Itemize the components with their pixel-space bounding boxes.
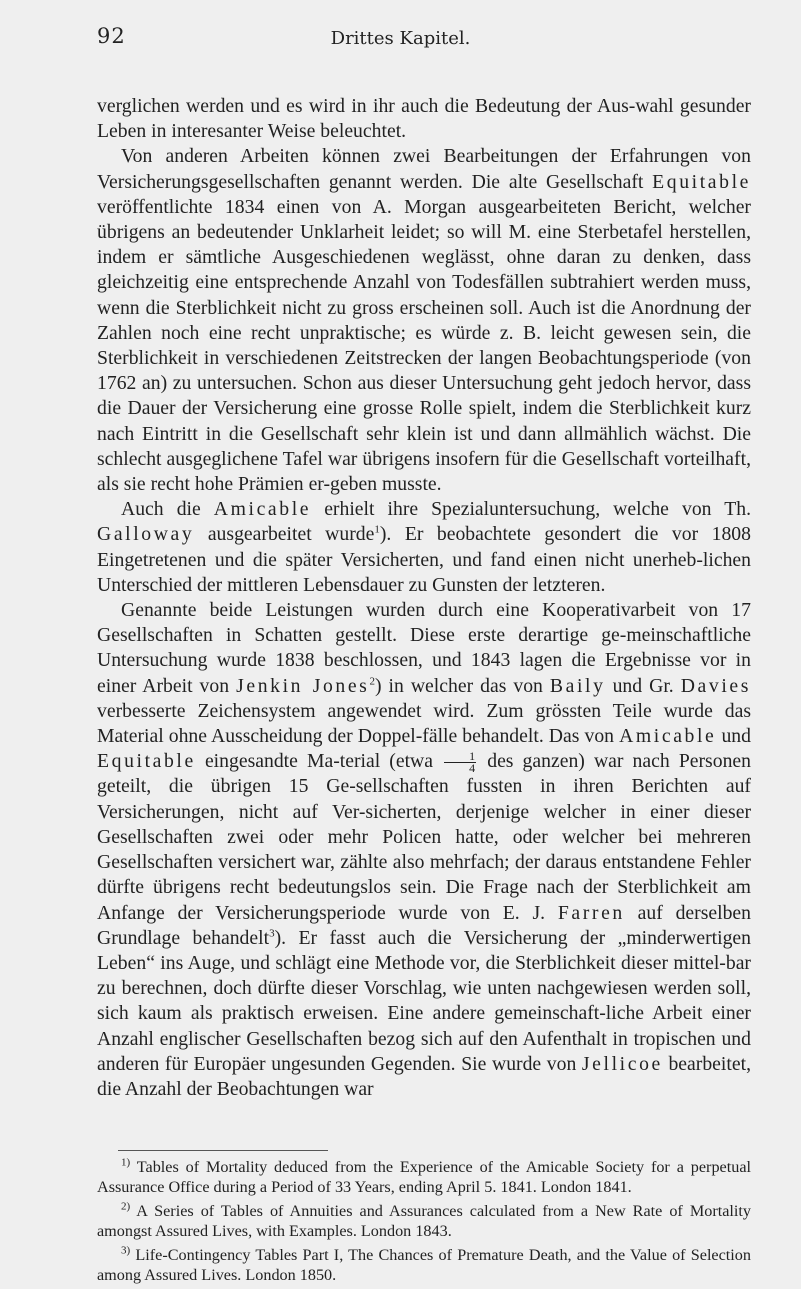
text-run: auf derselben Grundlage behandelt <box>97 901 751 949</box>
footnote-text: Tables of Mortality deduced from the Experience of the Amicable Society for a perpetual Assurance Office during a Period of 33 Years, ending April 5. 1841. London 1841. <box>97 1158 751 1196</box>
footnote-text: Life-Contingency Tables Part I, The Chances of Premature Death, and the Value of Selection among Assured Lives. London 1850. <box>97 1246 751 1284</box>
name-equitable: Equitable <box>97 750 196 773</box>
name-jellicoe: Jellicoe <box>581 1052 663 1075</box>
fraction-numerator: 1 <box>444 751 476 763</box>
name-galloway: Galloway <box>97 523 195 546</box>
footnote-number: 2) <box>121 1200 131 1213</box>
name-farren: Farren <box>557 901 625 924</box>
footnote-ref-3[interactable]: 3 <box>269 927 275 940</box>
page-number: 92 <box>97 24 126 48</box>
text-run: veröffentlichte 1834 einen von A. Morgan ausgearbeiteten Bericht, welcher übrigens an bedeutender Unklarheit leidet; so will M. eine Sterbetafel herstellen, indem er sämtliche Ausgeschiedenen weglässt, ohne daran zu denken, dass gleichzeitig eine entsprechende Anzahl von Todesfällen subtrahiert werden muss, wenn die Sterblichkeit nicht zu gross erscheinen soll. Auch ist die Anordnung der Zahlen noch eine recht unpraktische; es würde z. B. leicht gewesen sein, die Sterblichkeit in verschiedenen Zeitstrecken der langen Beobachtungsperiode (von 1762 an) zu untersuchen. Schon aus dieser Untersuchung geht jedoch hervor, dass die Dauer der Versicherung eine grosse Rolle spielt, indem die Sterblichkeit kurz nach Eintritt in die Gesellschaft sehr klein ist und dann allmählich wächst. Die schlecht ausgeglichene Tafel war übrigens insofern für die Gesellschaft vorteilhaft, als sie recht hohe Prämien er-geben musste. <box>97 195 751 496</box>
name-jenkin-jones: Jenkin Jones <box>236 674 370 697</box>
text-run: und <box>716 725 751 748</box>
text-run: eingesandte Ma-terial (etwa <box>195 750 443 773</box>
text-run: bearbeitet, die Anzahl der Beobachtungen war <box>97 1052 751 1100</box>
text-run: erhielt ihre Spezialuntersuchung, welche von Th. <box>311 498 751 521</box>
text-run: des ganzen) war nach Personen geteilt, die übrigen 15 Ge-sellschaften fussten in ihren Berichten auf Versicherungen, nicht auf Ver-sicherten, derjenige welcher in einer dieser Gesellschaften zwei oder mehr Policen hatte, oder welcher bei mehreren Gesellschaften versichert war, zählte also mehrfach; der daraus entstandene Fehler dürfte übrigens recht bedeutungslos sein. Die Frage nach der Sterblichkeit am Anfange der Versicherungsperiode wurde von E. J. <box>97 750 751 924</box>
footnotes <box>97 1157 751 1289</box>
text-run: Von anderen Arbeiten können zwei Bearbeitungen der Erfahrungen von Versicherungsgesellschaften genannt werden. Die alte Gesellschaft <box>97 145 751 193</box>
text-run: ). Er fasst auch die Versicherung der „minderwertigen Leben“ ins Auge, und schlägt eine Methode vor, die Sterblichkeit dieser mittel-bar zu berechnen, doch dürfte dieser Vorschlag, wie unten nachgewiesen werden soll, sich kaum als praktisch erweisen. Eine andere gemeinschaft-liche Arbeit einer Anzahl englischer Gesellschaften bezog sich auf den Aufenthalt in tropischen und anderen für Europäer ungesunden Gegenden. Sie wurde von <box>97 926 751 1075</box>
footnote-number: 3) <box>121 1244 131 1257</box>
footnote-3 <box>97 1245 751 1285</box>
paragraph-2 <box>97 144 751 497</box>
name-baily: Baily <box>549 674 606 697</box>
footnote-number: 1) <box>121 1156 131 1169</box>
name-amicable: Amicable <box>213 498 312 521</box>
fraction-one-quarter <box>444 751 476 774</box>
paragraph-3 <box>97 497 751 598</box>
footnote-text: A Series of Tables of Annuities and Assurances calculated from a New Rate of Mortality amongst Assured Lives, with Examples. London 1843. <box>97 1202 751 1240</box>
text-run: verbesserte Zeichensystem angewendet wird. Zum grössten Teile wurde das Material ohne Ausscheidung der Doppel-fälle behandelt. Das von <box>97 699 751 748</box>
paragraph-4 <box>97 598 751 1102</box>
paragraph-1: verglichen werden und es wird in ihr auch die Bedeutung der Aus-wahl gesunder Leben in interesanter Weise beleuchtet. <box>97 95 751 143</box>
footnote-ref-2[interactable]: 2 <box>369 675 375 688</box>
text-run: ). Er beobachtete gesondert die vor 1808 Eingetretenen und die später Versicherten, und fand einen nicht unerheb-lichen Unterschied der mittleren Lebensdauer zu Gunsten der letzteren. <box>97 523 751 596</box>
name-amicable: Amicable <box>619 725 717 748</box>
footnote-divider <box>118 1150 328 1151</box>
name-davies: Davies <box>680 674 751 697</box>
footnote-ref-1[interactable]: 1 <box>374 523 380 536</box>
text-run: ) in welcher das von <box>374 674 550 697</box>
text-run: Auch die <box>121 498 214 521</box>
text-run: Genannte beide Leistungen wurden durch eine Kooperativarbeit von 17 Gesellschaften in Schatten gestellt. Diese erste derartige ge-meinschaftliche Untersuchung wurde 1838 beschlossen, und 1843 lagen die Ergebnisse vor in einer Arbeit von <box>97 599 751 697</box>
name-equitable: Equitable <box>652 170 751 193</box>
text-run: und Gr. <box>605 674 681 697</box>
running-head: Drittes Kapitel. <box>330 28 471 49</box>
fraction-denominator: 4 <box>469 761 476 776</box>
footnote-2 <box>97 1201 751 1241</box>
text-run: ausgearbeitet wurde <box>194 523 375 546</box>
footnote-1 <box>97 1157 751 1197</box>
body-text <box>97 94 751 1102</box>
